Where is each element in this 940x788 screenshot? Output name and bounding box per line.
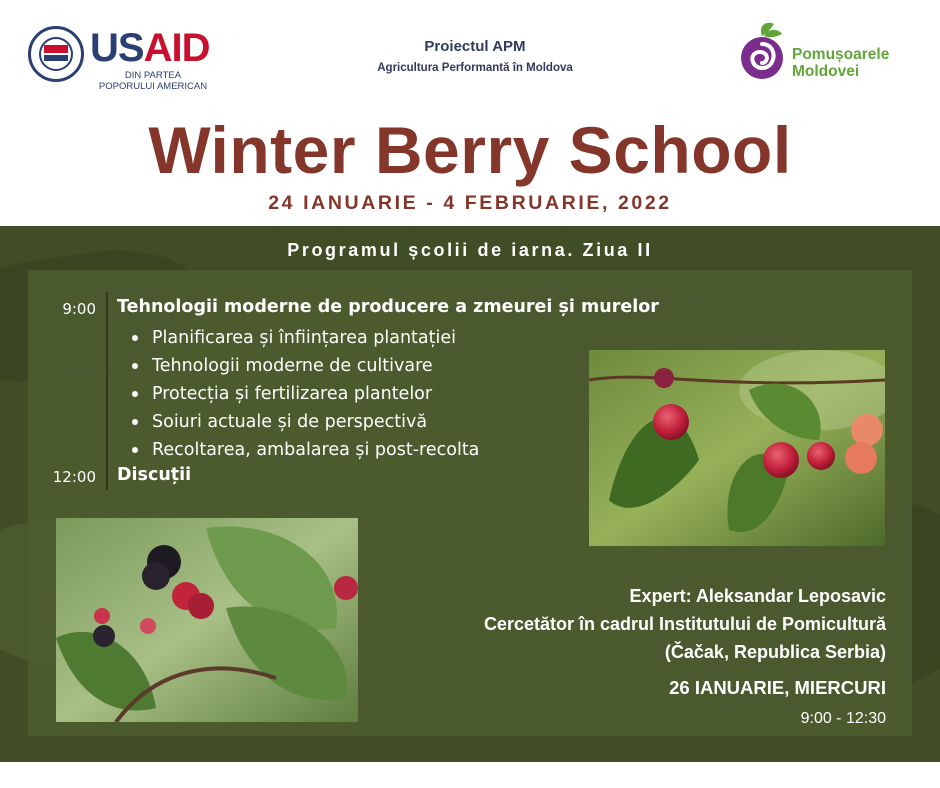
usaid-tagline: DIN PARTEA POPORULUI AMERICAN bbox=[98, 70, 208, 92]
blackberry-photo bbox=[56, 518, 358, 722]
raspberry-photo bbox=[589, 350, 885, 546]
session-topic-2: Discuții bbox=[117, 465, 192, 485]
list-item: Recoltarea, ambalarea și post-recolta bbox=[117, 436, 479, 464]
bottom-margin bbox=[0, 762, 940, 788]
list-item: Planificarea și înființarea plantației bbox=[117, 324, 479, 352]
list-item: Tehnologii moderne de cultivare bbox=[117, 352, 479, 380]
usaid-logo-aid: AID bbox=[143, 26, 210, 70]
event-title: Winter Berry School bbox=[148, 113, 792, 187]
session-time-1: 9:00 bbox=[62, 300, 96, 318]
timeline-divider bbox=[106, 292, 108, 490]
program-panel bbox=[0, 226, 940, 762]
expert-name: Expert: Aleksandar Leposavic bbox=[629, 586, 886, 606]
partner-line1: Pomușoarele bbox=[792, 46, 890, 63]
session-items-list bbox=[117, 324, 479, 464]
session-topic-1: Tehnologii moderne de producere a zmeurei și murelor bbox=[117, 297, 659, 317]
project-subtitle: Agricultura Performantă în Moldova bbox=[377, 62, 573, 74]
event-dates: 24 IANUARIE - 4 FEBRUARIE, 2022 bbox=[268, 192, 672, 214]
header bbox=[0, 0, 940, 226]
pomusoarele-logo-icon bbox=[738, 20, 788, 82]
program-subtitle: Programul școlii de iarna. Ziua II bbox=[287, 240, 653, 260]
usaid-logo-us: US bbox=[90, 26, 144, 70]
list-item: Protecția și fertilizarea plantelor bbox=[117, 380, 479, 408]
session-day: 26 IANUARIE, MIERCURI bbox=[669, 677, 886, 698]
partner-line2: Moldovei bbox=[792, 63, 860, 80]
project-title: Proiectul APM bbox=[424, 38, 526, 55]
session-time-2: 12:00 bbox=[52, 468, 96, 486]
pomusoarele-logo-text bbox=[792, 46, 889, 80]
expert-location: (Čačak, Republica Serbia) bbox=[664, 642, 886, 662]
usaid-seal-logo bbox=[28, 26, 84, 82]
expert-role: Cercetător în cadrul Institutului de Pomicultură bbox=[483, 614, 886, 634]
session-hours: 9:00 - 12:30 bbox=[800, 710, 886, 727]
list-item: Soiuri actuale și de perspectivă bbox=[117, 408, 479, 436]
usaid-logo bbox=[90, 26, 209, 70]
